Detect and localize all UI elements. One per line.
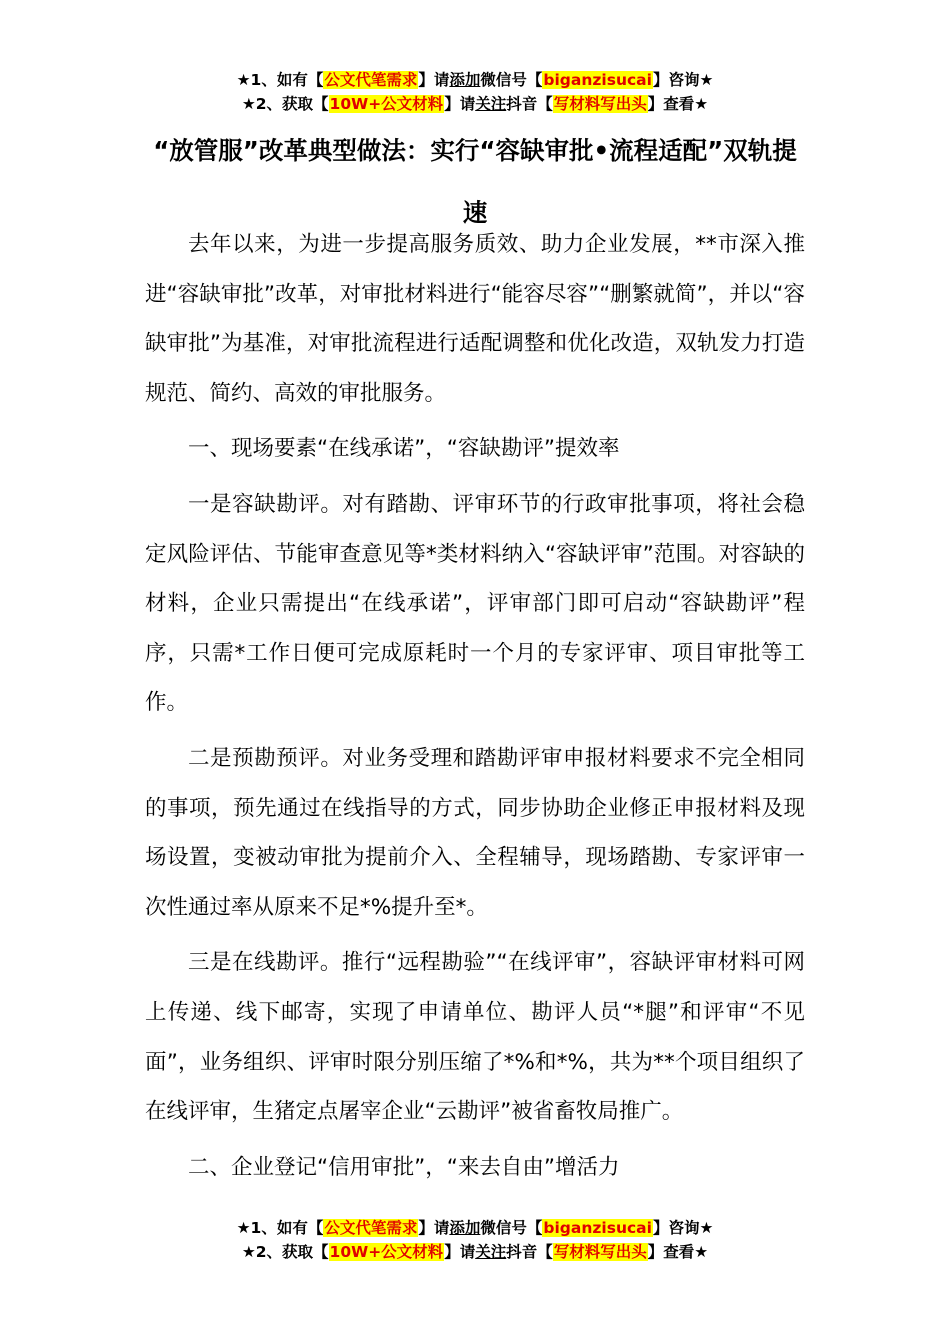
banner-underlined-text: 关注 bbox=[475, 95, 507, 113]
banner-line-2 bbox=[0, 92, 950, 116]
banner-text: 】请 bbox=[444, 95, 476, 113]
banner-text: 微信号【 bbox=[480, 71, 543, 89]
banner-highlight-douyin-account: 写材料写出头 bbox=[553, 1243, 647, 1261]
banner-text: 】请 bbox=[418, 1219, 450, 1237]
banner-highlight: 10W+公文材料 bbox=[329, 95, 444, 113]
banner-text: 】请 bbox=[418, 71, 450, 89]
banner-line-1 bbox=[0, 68, 950, 92]
document-body bbox=[145, 220, 805, 1198]
banner-text: 】咨询★ bbox=[652, 1219, 714, 1237]
banner-highlight-wechat-id: biganzisucai bbox=[543, 1219, 652, 1237]
banner-highlight: 公文代笔需求 bbox=[324, 1219, 418, 1237]
banner-text: 抖音【 bbox=[506, 1243, 553, 1261]
footer-banner bbox=[0, 1216, 950, 1264]
banner-text: 】请 bbox=[444, 1243, 476, 1261]
section-heading-2: 二、企业登记“信用审批”，“来去自由”增活力 bbox=[188, 1154, 620, 1180]
banner-line-1 bbox=[0, 1216, 950, 1240]
body-paragraph: 三是在线勘评。推行“远程勘验”“在线评审”，容缺评审材料可网上传递、线下邮寄，实现了申请单位、勘评人员“*腿”和评审“不见面”，业务组织、评审时限分别压缩了*%和*%，共为**个项目组织了在线评审，生猪定点屠宰企业“云勘评”被省畜牧局推广。 bbox=[145, 950, 805, 1125]
banner-text: 】咨询★ bbox=[652, 71, 714, 89]
banner-highlight: 公文代笔需求 bbox=[324, 71, 418, 89]
banner-text: ★2、获取【 bbox=[241, 95, 329, 113]
banner-highlight: 10W+公文材料 bbox=[329, 1243, 444, 1261]
header-banner bbox=[0, 68, 950, 116]
banner-highlight-douyin-account: 写材料写出头 bbox=[553, 95, 647, 113]
document-title: “放管服”改革典型做法：实行“容缺审批•流程适配”双轨提速 bbox=[153, 136, 797, 227]
banner-text: 】查看★ bbox=[647, 1243, 709, 1261]
banner-text: ★2、获取【 bbox=[241, 1243, 329, 1261]
banner-text: 】查看★ bbox=[647, 95, 709, 113]
section-heading-1: 一、现场要素“在线承诺”，“容缺勘评”提效率 bbox=[188, 436, 620, 462]
banner-text: ★1、如有【 bbox=[236, 71, 324, 89]
intro-paragraph: 去年以来，为进一步提高服务质效、助力企业发展，**市深入推进“容缺审批”改革，对审批材料进行“能容尽容”“删繁就简”，并以“容缺审批”为基准，对审批流程进行适配调整和优化改造，双轨发力打造规范、简约、高效的审批服务。 bbox=[145, 232, 805, 406]
banner-text: 抖音【 bbox=[506, 95, 553, 113]
banner-text: 微信号【 bbox=[480, 1219, 543, 1237]
banner-text: ★1、如有【 bbox=[236, 1219, 324, 1237]
body-paragraph: 二是预勘预评。对业务受理和踏勘评审申报材料要求不完全相同的事项，预先通过在线指导的方式，同步协助企业修正申报材料及现场设置，变被动审批为提前介入、全程辅导，现场踏勘、专家评审一次性通过率从原来不足*%提升至*。 bbox=[145, 745, 805, 920]
banner-underlined-text: 添加 bbox=[449, 1219, 481, 1237]
body-paragraph: 一是容缺勘评。对有踏勘、评审环节的行政审批事项，将社会稳定风险评估、节能审查意见等*类材料纳入“容缺评审”范围。对容缺的材料，企业只需提出“在线承诺”，评审部门即可启动“容缺勘评”程序，只需*工作日便可完成原耗时一个月的专家评审、项目审批等工作。 bbox=[145, 491, 805, 716]
banner-line-2 bbox=[0, 1240, 950, 1264]
banner-highlight-wechat-id: biganzisucai bbox=[543, 71, 652, 89]
banner-underlined-text: 添加 bbox=[449, 71, 481, 89]
banner-underlined-text: 关注 bbox=[475, 1243, 507, 1261]
